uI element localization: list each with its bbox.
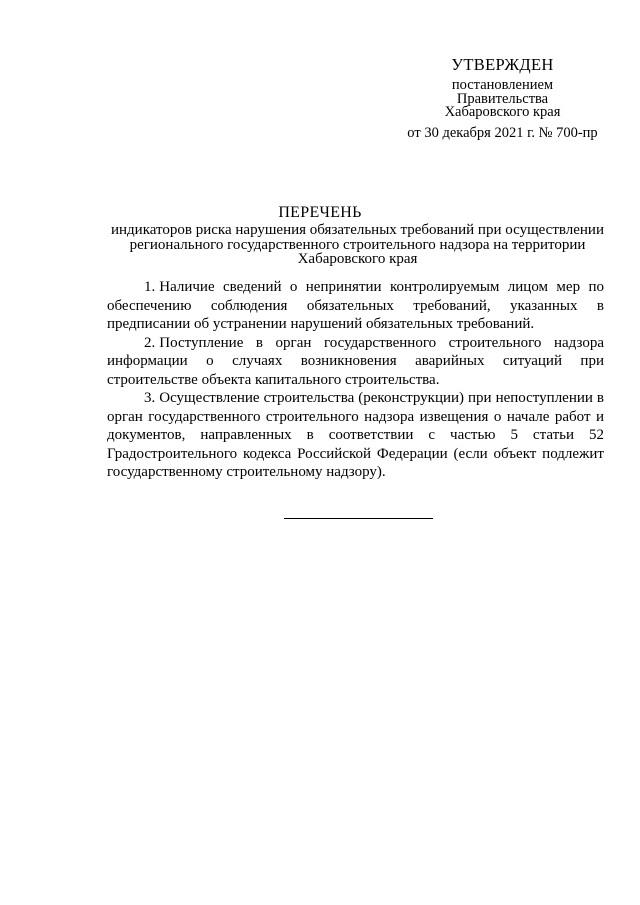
indicator-item-1 — [107, 278, 604, 334]
approval-line-2: Правительства — [456, 90, 549, 107]
closing-separator-line — [284, 518, 433, 519]
approval-date-line: от 30 декабря 2021 г. № 700-пр — [407, 124, 598, 141]
document-title: ПЕРЕЧЕНЬ — [278, 204, 362, 221]
approval-line-3: Хабаровского края — [444, 104, 561, 120]
document-subtitle: индикаторов риска нарушения обязательных требований при осуществлении регионального государственного строительного надзора на территории Хабаровского края — [111, 222, 604, 267]
indicator-number: 3. — [144, 390, 156, 406]
indicator-item-2 — [107, 334, 604, 390]
approval-stamp — [395, 55, 610, 141]
indicator-number: 2. — [144, 334, 156, 351]
approval-line-1: постановлением — [451, 77, 554, 93]
indicator-number: 1. — [144, 279, 156, 295]
indicator-list — [107, 278, 604, 482]
indicator-text: Поступление в орган государственного строительного надзора информации о случаях возникновения аварийных ситуаций при строительстве объекта капитального строительства. — [107, 334, 604, 388]
indicator-text: Осуществление строительства (реконструкции) при непоступлении в орган государственного строительного надзора извещения о начале работ и документов, направленных в соответствии с частью 5 статьи 52 Градостроительного кодекса Российской Федерации (если объект подлежит государственному строительному надзору). — [107, 390, 604, 480]
approval-title: УТВЕРЖДЕН — [451, 55, 554, 74]
indicator-text: Наличие сведений о непринятии контролируемым лицом мер по обеспечению соблюдения обязательных требований, указанных в предписании об устранении нарушений обязательных требований. — [107, 279, 604, 332]
indicator-item-3 — [107, 389, 604, 482]
